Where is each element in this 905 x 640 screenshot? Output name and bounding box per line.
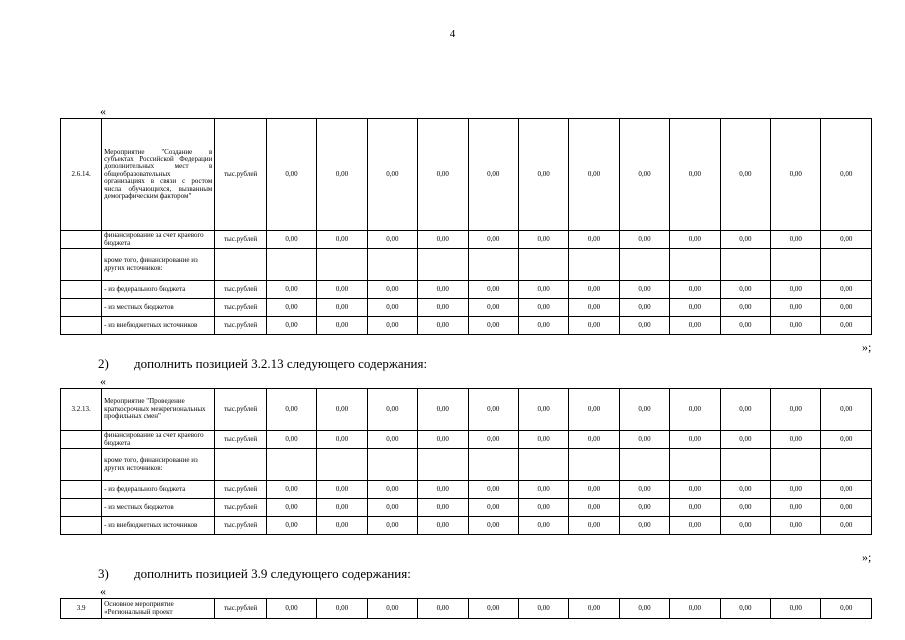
value-cell: 0,00 <box>771 389 821 431</box>
value-cell: 0,00 <box>771 317 821 335</box>
value-cell: 0,00 <box>670 389 720 431</box>
value-cell: 0,00 <box>821 481 872 499</box>
value-cell: 0,00 <box>619 281 669 299</box>
value-cell: 0,00 <box>569 389 619 431</box>
position-code-cell: 3.2.13. <box>61 389 102 431</box>
value-cell: 0,00 <box>418 517 468 535</box>
value-cell: 0,00 <box>518 281 568 299</box>
unit-cell: тыс.рублей <box>215 231 266 249</box>
value-cell: 0,00 <box>569 281 619 299</box>
description-cell: - из внебюджетных источников <box>102 317 215 335</box>
value-cell: 0,00 <box>266 389 316 431</box>
value-cell <box>771 449 821 481</box>
unit-cell: тыс.рублей <box>215 119 266 231</box>
value-cell <box>468 449 518 481</box>
value-cell: 0,00 <box>367 389 417 431</box>
page-number: 4 <box>449 28 456 40</box>
value-cell: 0,00 <box>670 119 720 231</box>
value-cell <box>720 449 770 481</box>
section-heading-3-2-13 <box>98 356 427 372</box>
value-cell: 0,00 <box>518 317 568 335</box>
value-cell: 0,00 <box>619 299 669 317</box>
value-cell: 0,00 <box>367 231 417 249</box>
value-cell: 0,00 <box>317 499 367 517</box>
value-cell: 0,00 <box>266 281 316 299</box>
value-cell: 0,00 <box>367 299 417 317</box>
table-row <box>61 599 872 619</box>
value-cell: 0,00 <box>518 599 568 619</box>
value-cell: 0,00 <box>670 299 720 317</box>
value-cell: 0,00 <box>518 499 568 517</box>
value-cell: 0,00 <box>771 431 821 449</box>
value-cell: 0,00 <box>266 599 316 619</box>
value-cell: 0,00 <box>821 299 872 317</box>
value-cell <box>518 449 568 481</box>
value-cell: 0,00 <box>367 599 417 619</box>
unit-cell: тыс.рублей <box>215 281 266 299</box>
value-cell: 0,00 <box>367 481 417 499</box>
heading-number: 2) <box>98 356 109 371</box>
position-code-cell <box>61 517 102 535</box>
value-cell: 0,00 <box>317 119 367 231</box>
value-cell: 0,00 <box>317 481 367 499</box>
description-cell: - из внебюджетных источников <box>102 517 215 535</box>
value-cell: 0,00 <box>670 281 720 299</box>
value-cell: 0,00 <box>670 317 720 335</box>
value-cell: 0,00 <box>418 431 468 449</box>
value-cell: 0,00 <box>821 281 872 299</box>
value-cell: 0,00 <box>468 389 518 431</box>
value-cell: 0,00 <box>468 281 518 299</box>
value-cell <box>821 249 872 281</box>
table-row <box>61 281 872 299</box>
table-row <box>61 517 872 535</box>
value-cell: 0,00 <box>771 299 821 317</box>
value-cell: 0,00 <box>720 281 770 299</box>
position-code-cell <box>61 299 102 317</box>
position-code-cell <box>61 231 102 249</box>
value-cell <box>518 249 568 281</box>
value-cell: 0,00 <box>720 317 770 335</box>
budget-table-2-6-14 <box>60 118 872 335</box>
description-cell: финансирование за счет краевого бюджета <box>102 431 215 449</box>
value-cell: 0,00 <box>771 599 821 619</box>
value-cell: 0,00 <box>821 317 872 335</box>
value-cell: 0,00 <box>720 431 770 449</box>
opening-quote: « <box>100 374 106 388</box>
value-cell: 0,00 <box>619 499 669 517</box>
value-cell: 0,00 <box>518 481 568 499</box>
value-cell: 0,00 <box>771 481 821 499</box>
value-cell <box>670 449 720 481</box>
value-cell: 0,00 <box>266 231 316 249</box>
value-cell: 0,00 <box>468 517 518 535</box>
table-row <box>61 317 872 335</box>
value-cell: 0,00 <box>569 599 619 619</box>
value-cell: 0,00 <box>771 119 821 231</box>
value-cell: 0,00 <box>720 299 770 317</box>
table-row <box>61 299 872 317</box>
value-cell: 0,00 <box>266 299 316 317</box>
value-cell: 0,00 <box>468 499 518 517</box>
value-cell <box>821 449 872 481</box>
table-row <box>61 431 872 449</box>
value-cell: 0,00 <box>266 317 316 335</box>
value-cell: 0,00 <box>720 599 770 619</box>
description-cell: Мероприятие "Создание в субъектах Российской Федерации дополнительных мест в общеобразовательных организациях в связи с ростом числа обучающихся, вызванным демографическим фактором" <box>102 119 215 231</box>
position-code-cell <box>61 499 102 517</box>
value-cell: 0,00 <box>619 481 669 499</box>
table-row <box>61 389 872 431</box>
value-cell: 0,00 <box>317 317 367 335</box>
value-cell: 0,00 <box>569 499 619 517</box>
description-cell: - из местных бюджетов <box>102 499 215 517</box>
value-cell: 0,00 <box>418 231 468 249</box>
value-cell: 0,00 <box>468 119 518 231</box>
unit-cell: тыс.рублей <box>215 299 266 317</box>
table-row <box>61 449 872 481</box>
value-cell <box>619 249 669 281</box>
value-cell <box>317 449 367 481</box>
description-cell: кроме того, финансирование из других источников: <box>102 249 215 281</box>
unit-cell <box>215 249 266 281</box>
value-cell: 0,00 <box>266 431 316 449</box>
heading-text: дополнить позицией 3.9 следующего содержания: <box>134 566 411 581</box>
value-cell <box>771 249 821 281</box>
value-cell: 0,00 <box>771 281 821 299</box>
value-cell: 0,00 <box>518 389 568 431</box>
description-cell: кроме того, финансирование из других источников: <box>102 449 215 481</box>
value-cell: 0,00 <box>418 299 468 317</box>
value-cell: 0,00 <box>367 499 417 517</box>
unit-cell: тыс.рублей <box>215 599 266 619</box>
value-cell: 0,00 <box>266 517 316 535</box>
value-cell: 0,00 <box>670 517 720 535</box>
value-cell: 0,00 <box>317 389 367 431</box>
budget-table-3-2-13 <box>60 388 872 535</box>
value-cell: 0,00 <box>619 389 669 431</box>
value-cell: 0,00 <box>619 119 669 231</box>
table-row <box>61 119 872 231</box>
value-cell: 0,00 <box>619 599 669 619</box>
value-cell: 0,00 <box>266 499 316 517</box>
budget-table-3-9 <box>60 598 872 619</box>
value-cell: 0,00 <box>266 481 316 499</box>
value-cell <box>367 249 417 281</box>
value-cell: 0,00 <box>569 231 619 249</box>
value-cell: 0,00 <box>468 317 518 335</box>
section-heading-3-9 <box>98 566 411 582</box>
value-cell: 0,00 <box>367 517 417 535</box>
value-cell <box>670 249 720 281</box>
unit-cell: тыс.рублей <box>215 389 266 431</box>
unit-cell <box>215 449 266 481</box>
value-cell: 0,00 <box>720 389 770 431</box>
description-cell: - из федерального бюджета <box>102 481 215 499</box>
value-cell <box>266 249 316 281</box>
value-cell: 0,00 <box>468 299 518 317</box>
position-code-cell <box>61 431 102 449</box>
value-cell: 0,00 <box>468 231 518 249</box>
value-cell: 0,00 <box>418 119 468 231</box>
value-cell: 0,00 <box>518 119 568 231</box>
value-cell: 0,00 <box>821 231 872 249</box>
value-cell: 0,00 <box>317 517 367 535</box>
description-cell: Мероприятие "Проведение краткосрочных межрегиональных профильных смен" <box>102 389 215 431</box>
value-cell: 0,00 <box>317 431 367 449</box>
value-cell: 0,00 <box>518 231 568 249</box>
value-cell: 0,00 <box>317 231 367 249</box>
value-cell: 0,00 <box>569 517 619 535</box>
value-cell <box>569 249 619 281</box>
value-cell: 0,00 <box>317 299 367 317</box>
value-cell: 0,00 <box>569 317 619 335</box>
value-cell: 0,00 <box>821 119 872 231</box>
position-code-cell <box>61 449 102 481</box>
value-cell <box>720 249 770 281</box>
value-cell: 0,00 <box>720 517 770 535</box>
value-cell <box>266 449 316 481</box>
value-cell: 0,00 <box>619 317 669 335</box>
value-cell: 0,00 <box>468 599 518 619</box>
value-cell: 0,00 <box>266 119 316 231</box>
value-cell <box>418 249 468 281</box>
value-cell: 0,00 <box>418 481 468 499</box>
value-cell: 0,00 <box>418 281 468 299</box>
value-cell: 0,00 <box>518 517 568 535</box>
value-cell: 0,00 <box>619 517 669 535</box>
value-cell: 0,00 <box>569 431 619 449</box>
description-cell: - из федерального бюджета <box>102 281 215 299</box>
position-code-cell <box>61 481 102 499</box>
value-cell: 0,00 <box>518 299 568 317</box>
value-cell <box>468 249 518 281</box>
value-cell: 0,00 <box>418 317 468 335</box>
unit-cell: тыс.рублей <box>215 431 266 449</box>
value-cell <box>418 449 468 481</box>
value-cell: 0,00 <box>821 499 872 517</box>
unit-cell: тыс.рублей <box>215 499 266 517</box>
value-cell: 0,00 <box>771 517 821 535</box>
closing-quote: »; <box>862 550 872 564</box>
value-cell <box>569 449 619 481</box>
value-cell <box>367 449 417 481</box>
value-cell: 0,00 <box>619 231 669 249</box>
value-cell: 0,00 <box>771 499 821 517</box>
heading-number: 3) <box>98 566 109 581</box>
value-cell: 0,00 <box>367 431 417 449</box>
value-cell: 0,00 <box>720 499 770 517</box>
value-cell: 0,00 <box>468 431 518 449</box>
table-row <box>61 249 872 281</box>
heading-text: дополнить позицией 3.2.13 следующего содержания: <box>134 356 428 371</box>
unit-cell: тыс.рублей <box>215 481 266 499</box>
value-cell: 0,00 <box>670 481 720 499</box>
value-cell: 0,00 <box>720 231 770 249</box>
value-cell: 0,00 <box>468 481 518 499</box>
value-cell: 0,00 <box>569 119 619 231</box>
value-cell: 0,00 <box>771 231 821 249</box>
value-cell: 0,00 <box>317 281 367 299</box>
value-cell: 0,00 <box>821 431 872 449</box>
description-cell: финансирование за счет краевого бюджета <box>102 231 215 249</box>
position-code-cell <box>61 317 102 335</box>
table-row <box>61 499 872 517</box>
value-cell: 0,00 <box>569 299 619 317</box>
position-code-cell <box>61 249 102 281</box>
value-cell: 0,00 <box>821 517 872 535</box>
description-cell: Основное мероприятие «Региональный проект <box>102 599 215 619</box>
value-cell: 0,00 <box>720 119 770 231</box>
closing-quote: »; <box>862 340 872 354</box>
value-cell: 0,00 <box>418 599 468 619</box>
value-cell: 0,00 <box>720 481 770 499</box>
unit-cell: тыс.рублей <box>215 317 266 335</box>
position-code-cell: 3.9 <box>61 599 102 619</box>
value-cell: 0,00 <box>821 599 872 619</box>
value-cell: 0,00 <box>821 389 872 431</box>
table-row <box>61 231 872 249</box>
value-cell: 0,00 <box>518 431 568 449</box>
value-cell: 0,00 <box>670 599 720 619</box>
description-cell: - из местных бюджетов <box>102 299 215 317</box>
value-cell <box>317 249 367 281</box>
value-cell: 0,00 <box>670 231 720 249</box>
value-cell: 0,00 <box>670 431 720 449</box>
position-code-cell: 2.6.14. <box>61 119 102 231</box>
value-cell: 0,00 <box>317 599 367 619</box>
position-code-cell <box>61 281 102 299</box>
opening-quote: « <box>100 584 106 598</box>
value-cell: 0,00 <box>619 431 669 449</box>
value-cell: 0,00 <box>418 499 468 517</box>
value-cell: 0,00 <box>569 481 619 499</box>
value-cell: 0,00 <box>418 389 468 431</box>
unit-cell: тыс.рублей <box>215 517 266 535</box>
value-cell: 0,00 <box>367 119 417 231</box>
table-row <box>61 481 872 499</box>
value-cell: 0,00 <box>367 317 417 335</box>
value-cell: 0,00 <box>367 281 417 299</box>
value-cell <box>619 449 669 481</box>
opening-quote: « <box>100 104 106 118</box>
value-cell: 0,00 <box>670 499 720 517</box>
